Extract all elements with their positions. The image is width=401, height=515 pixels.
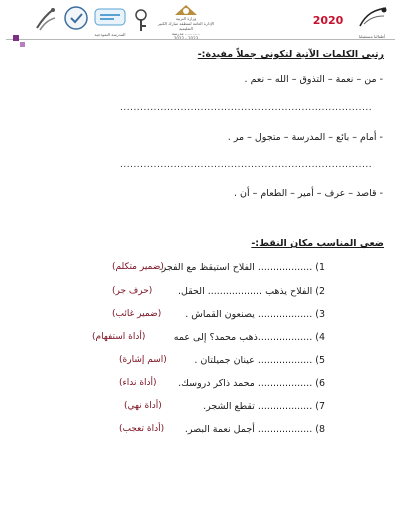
ministry-text: وزارة التربية الإدارة العامة لمنطقة مبارك الكبير التعليمية مدرسة ............ 2022 - 2023: [157, 16, 215, 41]
header-divider: [6, 39, 395, 40]
fill-hint-5: (اسم إشارة): [119, 355, 167, 365]
fill-hint-2: (حرف جر): [112, 286, 153, 296]
decor-square: [20, 42, 25, 47]
fill-hint-6: (أداة نداء): [119, 378, 157, 388]
vision-year: 2020: [312, 14, 344, 27]
fill-item-4[interactable]: 4) ..................ذهب محمد؟ إلى عمه: [173, 332, 325, 343]
fill-item-2[interactable]: 2) الفلاح يذهب .................. الحقل.: [178, 286, 325, 297]
fill-item-8[interactable]: 8) .................. أجمل نعمة البصر.: [184, 424, 325, 435]
fill-hint-8: (أداة تعجب): [119, 424, 165, 434]
arrange-question-3: - قاصد – عرف – أمير – الطعام – أن .: [233, 188, 383, 199]
section2-title: ضعي المناسب مكان النقط:-: [251, 238, 384, 249]
key-logo-icon: [131, 8, 151, 38]
vision-logo: [312, 10, 344, 34]
section1-title: رتبي الكلمات الآتية لتكوني جملاً مفيدة:-: [197, 49, 384, 60]
fill-item-6[interactable]: 6) .................. محمد ذاكر دروسك.: [178, 378, 325, 389]
header-logos: [6, 2, 395, 41]
answer-line-2[interactable]: ...........................................................................: [120, 160, 373, 170]
fill-hint-7: (أداة نهي): [124, 401, 162, 411]
fill-item-5[interactable]: 5) .................. عينان جميلتان .: [194, 355, 325, 366]
shield-logo-icon: [63, 5, 89, 37]
arrange-question-1: - من – نعمة – التذوق – الله – نعم .: [244, 74, 383, 85]
right-logo: أطفالنا مستقبلنا: [352, 4, 392, 39]
fill-item-3[interactable]: 3) .................. يصنعون القماش .: [185, 309, 325, 320]
fill-hint-4: (أداة استفهام): [92, 332, 146, 342]
fill-hint-1: (ضمير متكلم): [112, 262, 164, 272]
worksheet-page: [6, 2, 395, 513]
fill-hint-3: (ضمير غائب): [112, 309, 162, 319]
model-school-logo: المدرسة النموذجية: [94, 6, 126, 37]
arrange-question-2: - أمام – بائع – المدرسة – متجول – مر .: [227, 132, 383, 143]
answer-line-1[interactable]: ...........................................................................: [120, 103, 373, 113]
fill-item-1[interactable]: 1) .................. الفلاح استيقظ مع الفجر.: [158, 262, 325, 273]
fill-item-7[interactable]: 7) .................. تقطع الشجر.: [203, 401, 325, 412]
decor-square: [13, 35, 19, 41]
swoosh-logo-icon: [34, 6, 58, 36]
